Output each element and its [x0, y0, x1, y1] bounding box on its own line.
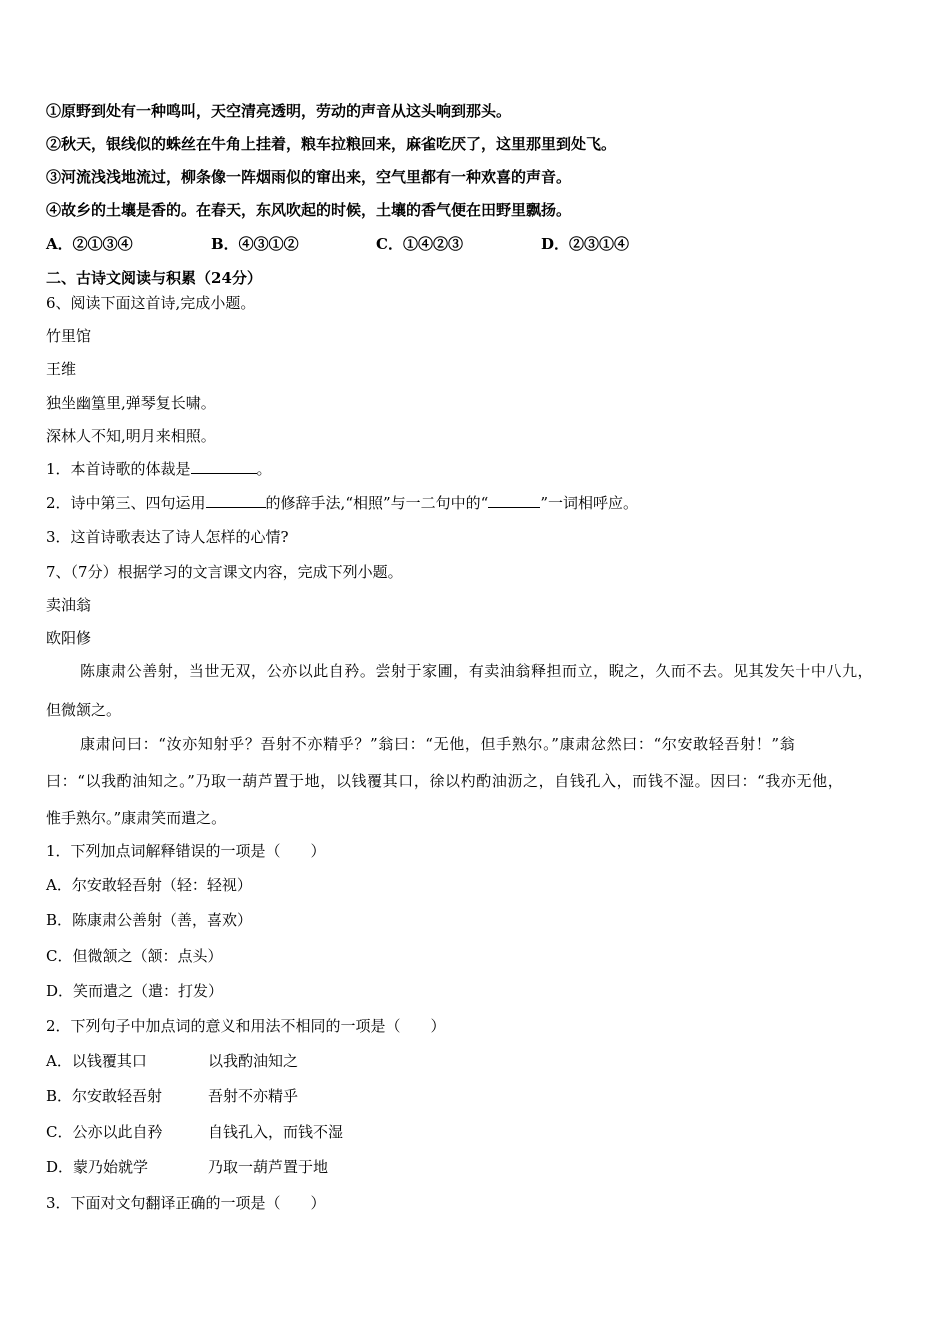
- q6-sub1-blank[interactable]: [191, 459, 257, 474]
- q6-sub2-blank-2[interactable]: [488, 493, 540, 508]
- q6-sub1-end: 。: [256, 460, 272, 478]
- q5-option-b[interactable]: B．④③①②: [211, 235, 299, 253]
- poem-title: 竹里馆: [46, 327, 92, 345]
- option-b-right: 吾射不亦精乎: [208, 1087, 299, 1105]
- q5-option-d[interactable]: D．②③①④: [541, 235, 630, 253]
- q7-sub3: 3．下面对文句翻译正确的一项是（ ）: [46, 1194, 326, 1212]
- option-d-left: D．蒙乃始就学: [46, 1158, 149, 1176]
- q5-option-c[interactable]: C．①④②③: [376, 235, 463, 253]
- q6-sub2-text: 2．诗中第三、四句运用: [46, 494, 206, 512]
- q7-sub2: 2．下列句子中加点词的意义和用法不相同的一项是（ ）: [46, 1017, 446, 1035]
- q6-sub1-text: 1．本首诗歌的体裁是: [46, 460, 191, 478]
- text-title: 卖油翁: [46, 596, 92, 614]
- q6-sub2: [46, 493, 638, 513]
- sort-item-3: ③河流浅浅地流过，柳条像一阵烟雨似的窜出来，空气里都有一种欢喜的声音。: [46, 168, 572, 186]
- q7-sub1-option-c[interactable]: C．但微颔之（颔：点头）: [46, 947, 223, 965]
- q6-sub1: [46, 459, 272, 479]
- section-2-heading: 二、古诗文阅读与积累（24分）: [46, 269, 262, 287]
- option-a-left: A．以钱覆其口: [46, 1052, 147, 1070]
- q6-sub2-blank-1[interactable]: [206, 493, 266, 508]
- passage-para2-line3: 惟手熟尔。”康肃笑而遣之。: [46, 809, 227, 827]
- text-author: 欧阳修: [46, 629, 92, 647]
- sort-item-2: ②秋天，银线似的蛛丝在牛角上挂着，粮车拉粮回来，麻雀吃厌了，这里那里到处飞。: [46, 135, 617, 153]
- q7-sub2-option-d[interactable]: [46, 1157, 446, 1177]
- q7-sub1-option-b[interactable]: B．陈康肃公善射（善，喜欢）: [46, 911, 253, 929]
- poem-line-1: 独坐幽篁里,弹琴复长啸。: [46, 394, 216, 412]
- option-c-left: C．公亦以此自矜: [46, 1123, 163, 1141]
- poem-author: 王维: [46, 360, 77, 378]
- passage-para2-line2: 曰：“以我酌油知之。”乃取一葫芦置于地，以钱覆其口，徐以杓酌油沥之，自钱孔入，而钱不湿。因曰：“我亦无他，: [46, 772, 844, 790]
- q6-sub2-end: ”一词相呼应。: [540, 494, 638, 512]
- q7-sub1: 1．下列加点词解释错误的一项是（ ）: [46, 842, 326, 860]
- poem-line-2: 深林人不知,明月来相照。: [46, 427, 216, 445]
- q5-option-a[interactable]: A．②①③④: [46, 235, 133, 253]
- q5-options: [46, 234, 629, 254]
- q6-prompt: 6、阅读下面这首诗,完成小题。: [46, 294, 256, 312]
- sort-item-4: ④故乡的土壤是香的。在春天，东风吹起的时候，土壤的香气便在田野里飘扬。: [46, 201, 572, 219]
- q7-sub2-option-c[interactable]: [46, 1122, 446, 1142]
- q7-sub1-option-a[interactable]: A．尔安敢轻吾射（轻：轻视）: [46, 876, 252, 894]
- q7-sub2-option-b[interactable]: [46, 1086, 446, 1106]
- option-b-left: B．尔安敢轻吾射: [46, 1087, 163, 1105]
- option-a-right: 以我酌油知之: [208, 1052, 299, 1070]
- option-d-right: 乃取一葫芦置于地: [208, 1158, 329, 1176]
- q7-prompt: 7、（7分）根据学习的文言课文内容，完成下列小题。: [46, 563, 403, 581]
- sort-item-1: ①原野到处有一种鸣叫，天空清亮透明，劳动的声音从这头响到那头。: [46, 102, 512, 120]
- q7-sub1-option-d[interactable]: D．笑而遣之（遣：打发）: [46, 982, 224, 1000]
- option-c-right: 自钱孔入，而钱不湿: [208, 1123, 344, 1141]
- q6-sub2-mid: 的修辞手法,“相照”与一二句中的“: [265, 494, 489, 512]
- passage-para1-line2: 但微颔之。: [46, 701, 122, 719]
- passage-para1-line1: 陈康肃公善射，当世无双，公亦以此自矜。尝射于家圃，有卖油翁释担而立，睨之，久而不去。见其发矢十中八九，: [80, 662, 874, 680]
- q7-sub2-option-a[interactable]: [46, 1051, 446, 1071]
- q6-sub3: 3．这首诗歌表达了诗人怎样的心情?: [46, 528, 289, 546]
- passage-para2-line1: 康肃问曰：“汝亦知射乎？吾射不亦精乎？”翁曰：“无他，但手熟尔。”康肃忿然曰：“尔安敢轻吾射！”翁: [80, 735, 796, 753]
